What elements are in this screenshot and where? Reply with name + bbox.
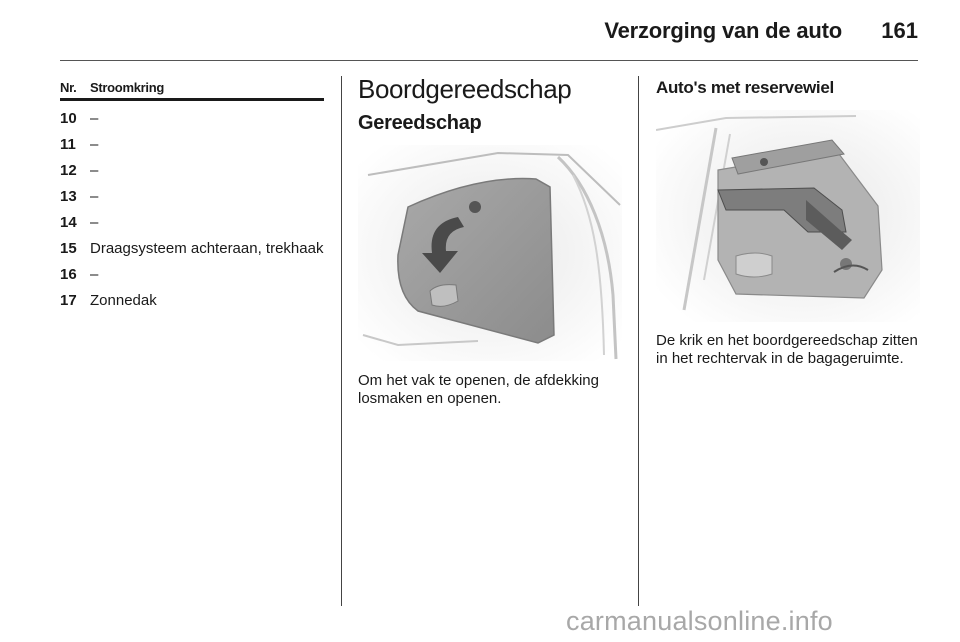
table-row <box>60 136 324 153</box>
table-row <box>60 214 324 231</box>
spare-wheel-jack-illustration <box>656 110 920 322</box>
header-rule <box>60 60 918 61</box>
column-header-circuit: Stroomkring <box>90 80 164 95</box>
table-header <box>60 80 324 101</box>
fuse-circuit: – <box>90 136 99 153</box>
spare-wheel-title: Auto's met reservewiel <box>656 78 834 97</box>
fuse-number: 16 <box>60 266 77 283</box>
watermark: carmanualsonline.info <box>566 606 833 636</box>
fuse-number: 14 <box>60 214 77 231</box>
fuse-circuit: – <box>90 188 99 205</box>
trunk-cover-illustration <box>358 145 622 361</box>
column-header-number: Nr. <box>60 80 77 95</box>
column-divider <box>638 76 639 606</box>
fuse-circuit: – <box>90 110 99 127</box>
fuse-number: 15 <box>60 240 77 257</box>
table-row <box>60 162 324 179</box>
page-header <box>0 0 960 62</box>
section-subtitle: Gereedschap <box>358 112 482 134</box>
fuse-number: 11 <box>60 136 76 153</box>
header-title: Verzorging van de auto <box>604 18 842 43</box>
fuse-number: 17 <box>60 292 77 309</box>
table-row <box>60 110 324 127</box>
table-row <box>60 266 324 283</box>
fuse-circuit: Zonnedak <box>90 292 157 309</box>
table-row <box>60 240 324 257</box>
table-row <box>60 188 324 205</box>
fuse-number: 12 <box>60 162 77 179</box>
fuse-number: 10 <box>60 110 77 127</box>
table-row <box>60 292 324 309</box>
fuse-circuit: – <box>90 266 99 283</box>
fuse-number: 13 <box>60 188 77 205</box>
page-number: 161 <box>881 18 918 43</box>
section-title: Boordgereedschap <box>358 74 572 104</box>
tools-caption: Om het vak te openen, de afdekking losmaken en openen. <box>358 372 599 407</box>
fuse-circuit: – <box>90 214 99 231</box>
column-divider <box>341 76 342 606</box>
tools-section <box>358 72 622 135</box>
fuse-table <box>60 80 324 309</box>
fuse-circuit: – <box>90 162 99 179</box>
fuse-circuit: Draagsysteem achteraan, trekhaak <box>90 240 324 257</box>
spare-wheel-caption: De krik en het boordgereedschap zitten in het rechtervak in de bagageruimte. <box>656 332 918 367</box>
